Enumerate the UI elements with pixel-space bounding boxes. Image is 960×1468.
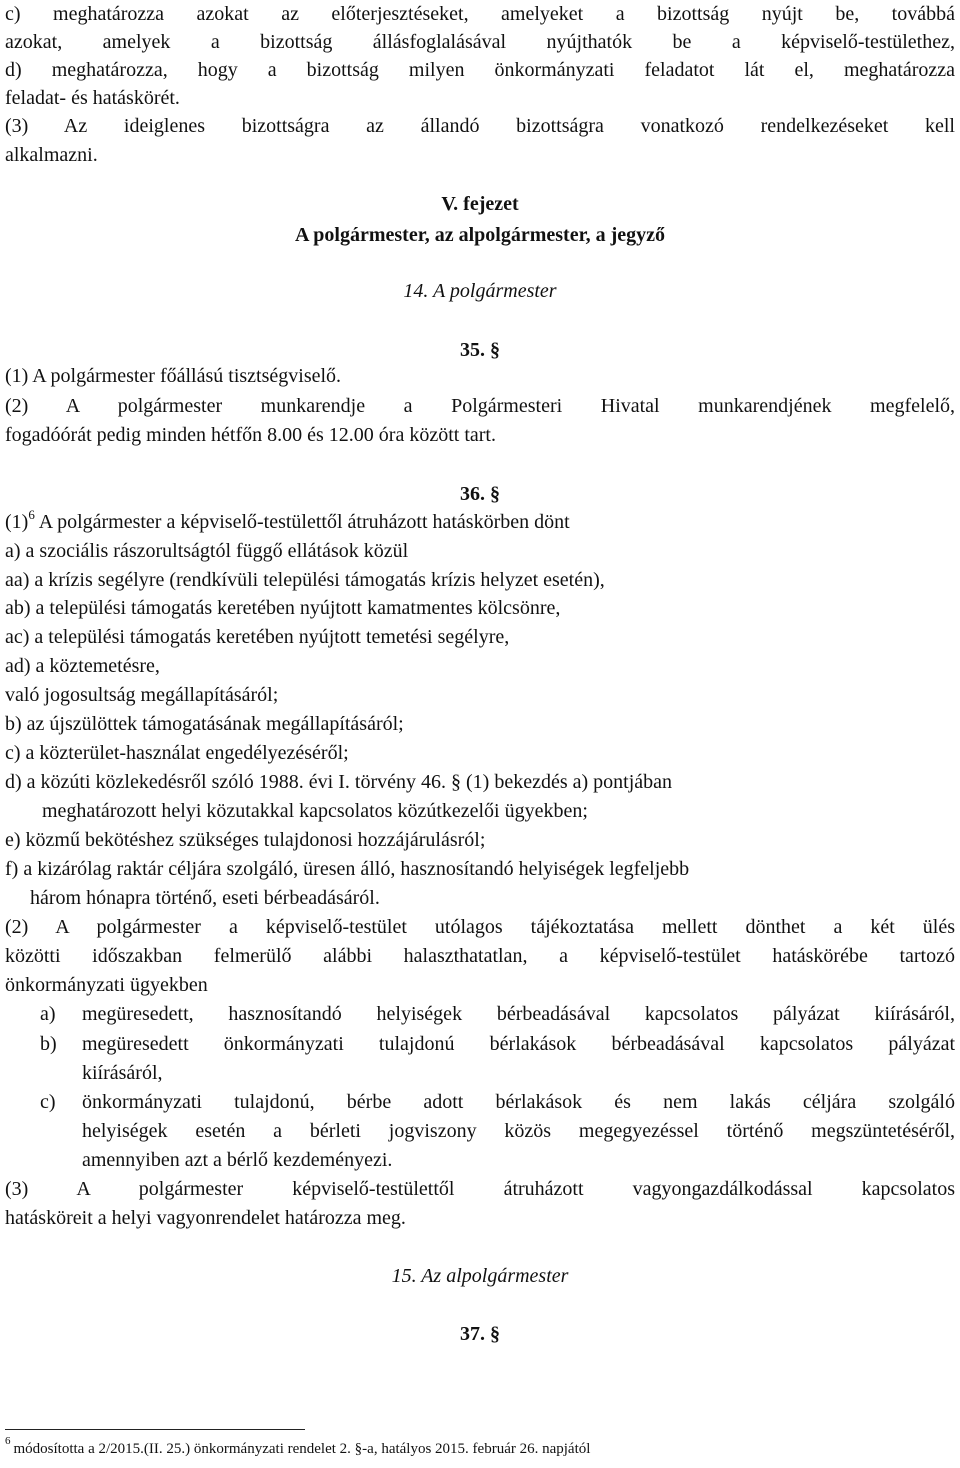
body-line (5, 508, 955, 536)
body-line: fogadóórát pedig minden hétfőn 8.00 és 12.00 óra között tart. (5, 424, 496, 446)
list-item-text: önkormányzati tulajdonú, bérbe adott bérlakások és nem lakás céljára szolgáló (82, 1091, 955, 1113)
body-line: (2) A polgármester a képviselő-testület utólagos tájékoztatása mellett dönthet a két ülés (5, 916, 955, 938)
list-item-text: megüresedett önkormányzati tulajdonú bérlakások bérbeadásával kapcsolatos pályázat (82, 1033, 955, 1055)
footnote-text: módosította a 2/2015.(II. 25.) önkormányzati rendelet 2. §-a, hatályos 2015. február 26. napjától (13, 1441, 591, 1457)
body-line: a) a szociális rászorultságtól függő ellátások közül (5, 540, 409, 562)
body-line: való jogosultság megállapításáról; (5, 684, 279, 706)
paragraph-heading: 36. § (460, 483, 500, 505)
body-line: azokat, amelyek a bizottság állásfoglalásával nyújthatók be a képviselő-testülethez, (5, 31, 955, 53)
chapter-title: A polgármester, az alpolgármester, a jegyző (294, 224, 666, 246)
body-line: (2) A polgármester munkarendje a Polgármesteri Hivatal munkarendjének megfelelő, (5, 395, 955, 417)
body-line: meghatározott helyi közutakkal kapcsolatos közútkezelői ügyekben; (42, 800, 588, 822)
body-line: ac) a települési támogatás keretében nyújtott temetési segélyre, (5, 626, 510, 648)
list-item-text: helyiségek esetén a bérleti jogviszony közös megegyezéssel történő megszüntetéséről, (82, 1120, 955, 1142)
body-line: (3) Az ideiglenes bizottságra az állandó bizottságra vonatkozó rendelkezéseket kell (5, 115, 955, 137)
body-line: alkalmazni. (5, 144, 98, 166)
list-item-label: c) (40, 1091, 56, 1113)
body-line: ad) a köztemetésre, (5, 655, 160, 677)
list-item-text: amennyiben azt a bérlő kezdeményezi. (82, 1149, 393, 1171)
body-line: (3) A polgármester képviselő-testülettől átruházott vagyongazdálkodással kapcsolatos (5, 1178, 955, 1200)
body-line: hatásköreit a helyi vagyonrendelet határozza meg. (5, 1207, 406, 1229)
body-line: e) közmű bekötéshez szükséges tulajdonosi hozzájárulásról; (5, 829, 486, 851)
section-title: 14. A polgármester (403, 280, 557, 302)
list-item-text: kiírásáról, (82, 1062, 163, 1084)
body-line: d) a közúti közlekedésről szóló 1988. évi I. törvény 46. § (1) bekezdés a) pontjában (5, 771, 673, 793)
section-title: 15. Az alpolgármester (391, 1265, 569, 1287)
subsection-number: (1) (5, 511, 29, 533)
body-line: c) a közterület-használat engedélyezéséről; (5, 742, 349, 764)
chapter-number: V. fejezet (441, 193, 519, 215)
body-line: aa) a krízis segélyre (rendkívüli települési támogatás krízis helyzet esetén), (5, 569, 605, 591)
footnote-ref: 6 (28, 507, 35, 522)
list-item-text: megüresedett, hasznosítandó helyiségek bérbeadásával kapcsolatos pályázat kiírásáról, (82, 1003, 955, 1025)
body-line: f) a kizárólag raktár céljára szolgáló, üresen álló, hasznosítandó helyiségek legfeljebb (5, 858, 690, 880)
list-item-label: a) (40, 1003, 56, 1025)
body-line: közötti időszakban felmerülő alábbi halaszthatatlan, a képviselő-testület hatáskörébe tartozó (5, 945, 955, 967)
paragraph-heading: 37. § (460, 1323, 500, 1345)
body-line: önkormányzati ügyekben (5, 974, 208, 996)
body-line: (1) A polgármester főállású tisztségviselő. (5, 365, 342, 387)
body-line: három hónapra történő, eseti bérbeadásáról. (30, 887, 380, 909)
body-line: b) az újszülöttek támogatásának megállapításáról; (5, 713, 404, 735)
list-item-label: b) (40, 1033, 57, 1055)
body-text: A polgármester a képviselő-testülettől átruházott hatáskörben dönt (34, 511, 570, 533)
body-line: d) meghatározza, hogy a bizottság milyen önkormányzati feladatot lát el, meghatározza (5, 59, 955, 81)
body-line: feladat- és hatáskörét. (5, 87, 180, 109)
paragraph-heading: 35. § (460, 339, 500, 361)
body-line: c) meghatározza azokat az előterjesztéseket, amelyeket a bizottság nyújt be, továbbá (5, 3, 955, 25)
footnote (5, 1435, 591, 1459)
body-line: ab) a települési támogatás keretében nyújtott kamatmentes kölcsönre, (5, 597, 561, 619)
footnote-marker: 6 (5, 1435, 11, 1447)
footnote-divider (5, 1429, 305, 1430)
